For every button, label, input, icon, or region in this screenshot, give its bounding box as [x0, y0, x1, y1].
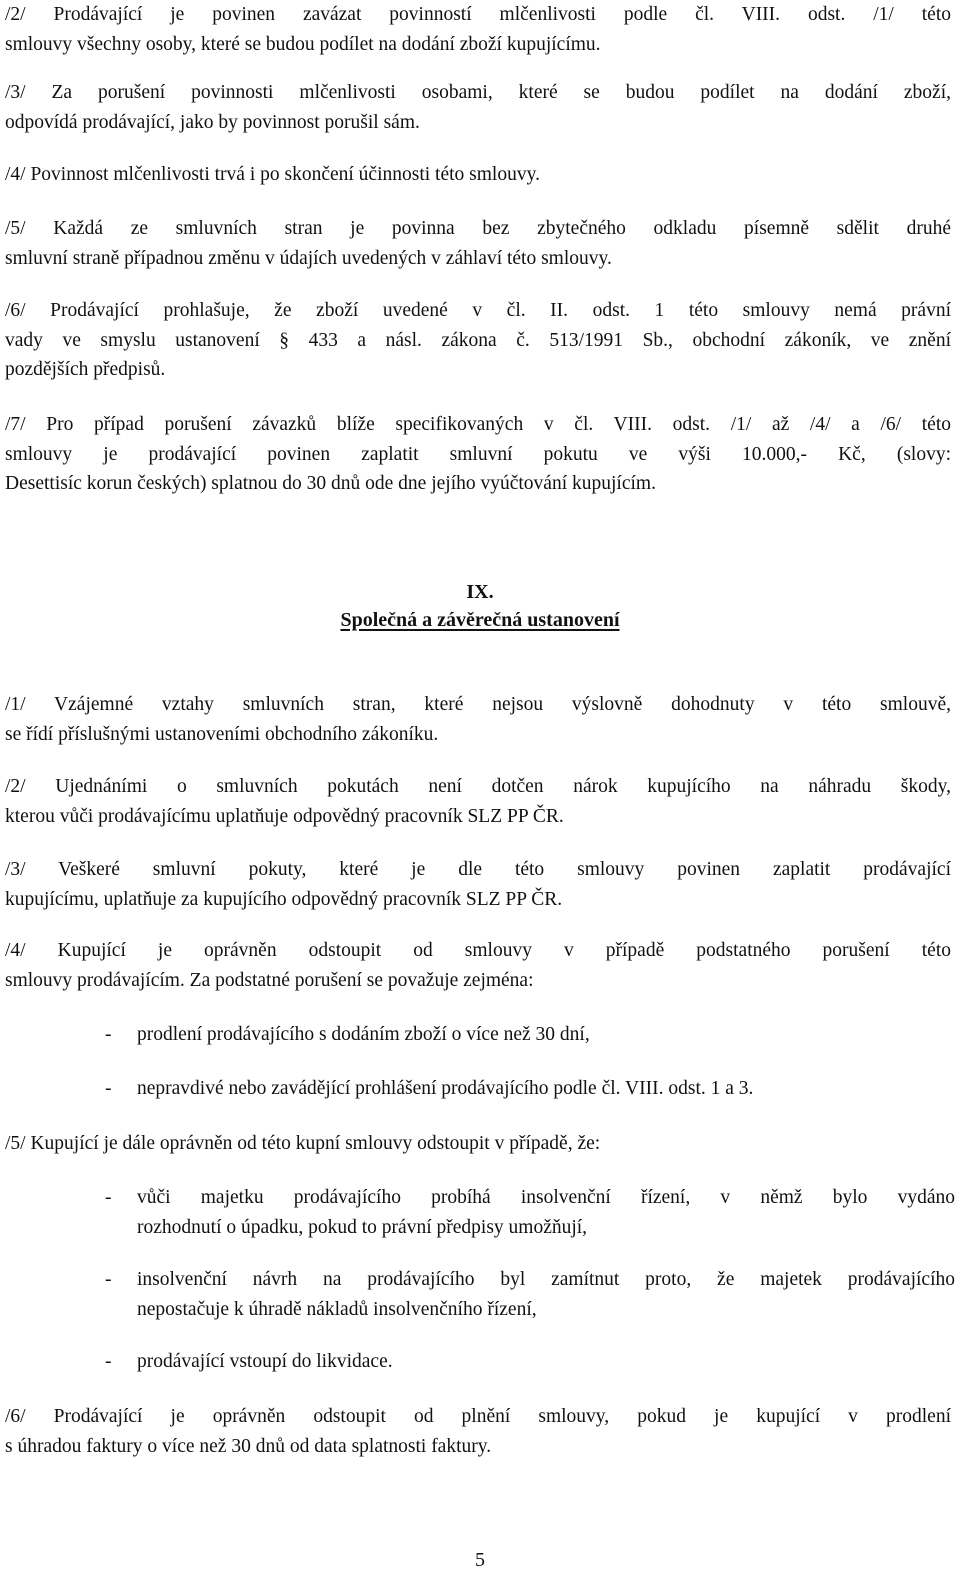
paragraph-9-4: /4/ Kupující je oprávněn odstoupit od smlouvy v případě podstatného porušení této smlouvy prodávajícím. Za podstatné porušení se považuje zejména:: [5, 940, 951, 991]
paragraph-8-3: /3/ Za porušení povinnosti mlčenlivosti osobami, které se budou podílet na dodání zboží, odpovídá prodávající, jako by povinnost porušil sám.: [5, 82, 951, 133]
section-title: Společná a závěrečná ustanovení: [340, 609, 620, 631]
paragraph-9-1: /1/ Vzájemné vztahy smluvních stran, které nejsou výslovně dohodnuty v této smlouvě, se řídí příslušnými ustanoveními obchodního zákoníku.: [5, 694, 951, 745]
paragraph-8-5: /5/ Každá ze smluvních stran je povinna bez zbytečného odkladu písemně sdělit druhé smluvní straně případnou změnu v údajích uvedených v záhlaví této smlouvy.: [5, 218, 951, 269]
paragraph-9-2: /2/ Ujednáními o smluvních pokutách není dotčen nárok kupujícího na náhradu škody, kterou vůči prodávajícímu uplatňuje odpovědný pracovník SLZ PP ČR.: [5, 776, 951, 827]
paragraph-9-3: /3/ Veškeré smluvní pokuty, které je dle této smlouvy povinen zaplatit prodávající kupujícímu, uplatňuje za kupujícího odpovědný pracovník SLZ PP ČR.: [5, 859, 951, 910]
paragraph-8-4: /4/ Povinnost mlčenlivosti trvá i po skončení účinnosti této smlouvy.: [5, 164, 540, 185]
paragraph-8-7: /7/ Pro případ porušení závazků blíže specifikovaných v čl. VIII. odst. /1/ až /4/ a /6/ této smlouvy je prodávající povinen zaplatit smluvní pokutu ve výši 10.000,- Kč, (slovy: Desettisíc korun českých) splatnou do 30 dnů ode dne jejího vyúčtování kupujícím.: [5, 414, 951, 494]
section-number: IX.: [466, 581, 494, 603]
document-page: /2/ Prodávající je povinen zavázat povinností mlčenlivosti podle čl. VIII. odst. /1/ této smlouvy všechny osoby, které se budou podílet na dodání zboží kupujícímu. /3/ Za porušení povinnosti mlčenlivosti osobami, které se budou podílet na dodání zboží, odpovídá prodávající, jako by povinnost porušil sám. /4/ Povinnost mlčenlivosti trvá i po skončení účinnosti této smlouvy. /5/ Každá ze smluvních stran je povinna bez zbytečného odkladu písemně sdělit druhé smluvní straně případnou změnu v údajích uvedených v záhlaví této smlouvy. /6/ Prodávající prohlašuje, že zboží uvedené v čl. II. odst. 1 této smlouvy nemá právní vady ve smyslu ustanovení § 433 a násl. zákona č. 513/1991 Sb., obchodní zákoník, ve znění pozdějších předpisů. /7/ Pro případ porušení závazků blíže specifikovaných v čl. VIII. odst. /1/ až /4/ a /6/ této smlouvy je prodávající povinen zaplatit smluvní pokutu ve výši 10.000,- Kč, (slovy: Desettisíc korun českých) splatnou do 30 dnů ode dne jejího vyúčtování kupujícím. IX. Společná a závěrečná ustanovení /1/ Vzájemné vztahy smluvních stran, které nejsou výslovně dohodnuty v této smlouvě, se řídí příslušnými ustanoveními obchodního zákoníku. /2/ Ujednáními o smluvních pokutách není dotčen nárok kupujícího na náhradu škody, kterou vůči prodávajícímu uplatňuje odpovědný pracovník SLZ PP ČR. /3/ Veškeré smluvní pokuty, které je dle této smlouvy povinen zaplatit prodávající kupujícímu, uplatňuje za kupujícího odpovědný pracovník SLZ PP ČR. /4/ Kupující je oprávněn odstoupit od smlouvy v případě podstatného porušení této smlouvy prodávajícím. Za podstatné porušení se považuje zejména: - prodlení prodávajícího s dodáním zboží o více než 30 dní, - nepravdivé nebo zavádějící prohlášení prodávajícího podle čl. VIII. odst. 1 a 3. /5/ Kupující je dále oprávněn od této kupní smlouvy odstoupit v případě, že: - vůči majetku prodávajícího probíhá insolvenční řízení, v němž bylo vydáno rozhodnutí o úpadku, pokud to právní předpisy umožňují, - insolvenční návrh na prodávajícího byl zamítnut proto, že majetek prodávajícího nepostačuje k úhradě nákladů insolvenčního řízení, - prodávající vstoupí do likvidace. /6/ Prodávající je oprávněn odstoupit od plnění smlouvy, pokud je kupující v prodlení s úhradou faktury o více než 30 dnů od data splatnosti faktury. 5: [5, 0, 955, 1581]
paragraph-9-6: /6/ Prodávající je oprávněn odstoupit od plnění smlouvy, pokud je kupující v prodlení s úhradou faktury o více než 30 dnů od data splatnosti faktury.: [5, 1406, 951, 1457]
page-number: 5: [475, 1549, 485, 1571]
paragraph-8-6: /6/ Prodávající prohlašuje, že zboží uvedené v čl. II. odst. 1 této smlouvy nemá právní vady ve smyslu ustanovení § 433 a násl. zákona č. 513/1991 Sb., obchodní zákoník, ve znění pozdějších předpisů.: [5, 300, 951, 380]
paragraph-9-5: /5/ Kupující je dále oprávněn od této kupní smlouvy odstoupit v případě, že:: [5, 1133, 601, 1154]
paragraph-8-2: /2/ Prodávající je povinen zavázat povinností mlčenlivosti podle čl. VIII. odst. /1/ této smlouvy všechny osoby, které se budou podílet na dodání zboží kupujícímu.: [5, 4, 951, 55]
